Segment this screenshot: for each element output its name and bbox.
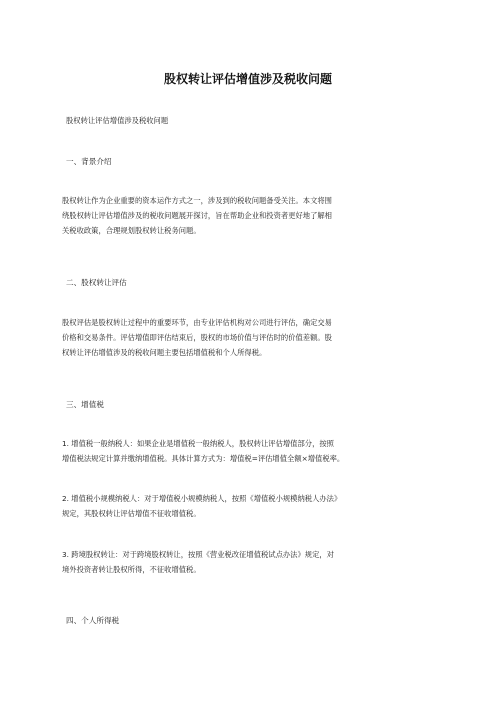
paragraph-line: 权转让评估增值涉及的税收问题主要包括增值税和个人所得税。 <box>62 348 267 357</box>
list-item-line: 规定，其股权转让评估增值不征收增值税。 <box>62 509 201 518</box>
paragraph-line: 绕股权转让评估增值涉及的税收问题展开探讨，旨在帮助企业和投资者更好地了解相 <box>62 211 332 220</box>
section-heading-background: 一、背景介绍 <box>66 157 112 166</box>
paragraph-line: 价格和交易条件。评估增值即评估结束后，股权的市场价值与评估时的价值差额。股 <box>62 333 332 342</box>
section-heading-vat: 三、增值税 <box>66 400 104 409</box>
paragraph-line: 关税收政策，合理规划股权转让税务问题。 <box>62 226 201 235</box>
list-item-line: 境外投资者转让股权所得，不征收增值税。 <box>62 565 201 574</box>
paragraph-line: 股权转让作为企业重要的资本运作方式之一，涉及到的税收问题备受关注。本文将围 <box>62 196 332 205</box>
list-item-line: 2. 增值税小规模纳税人：对于增值税小规模纳税人，按照《增值税小规模纳税人办法》 <box>62 494 342 503</box>
list-item-line: 增值税法规定计算并缴纳增值税。具体计算方式为：增值税=评估增值全额×增值税率。 <box>62 454 345 463</box>
section-heading-personal-income-tax: 四、个人所得税 <box>66 616 120 625</box>
document-subtitle: 股权转让评估增值涉及税收问题 <box>66 116 169 125</box>
list-item-line: 3. 跨境股权转让：对于跨境股权转让，按照《营业税改征增值税试点办法》规定，对 <box>62 550 334 559</box>
section-heading-equity-valuation: 二、股权转让评估 <box>66 278 127 287</box>
paragraph-line: 股权评估是股权转让过程中的重要环节，由专业评估机构对公司进行评估，确定交易 <box>62 318 332 327</box>
document-title: 股权转让评估增值涉及税收问题 <box>163 72 332 86</box>
list-item-line: 1. 增值税一般纳税人：如果企业是增值税一般纳税人，股权转让评估增值部分，按照 <box>62 439 334 448</box>
